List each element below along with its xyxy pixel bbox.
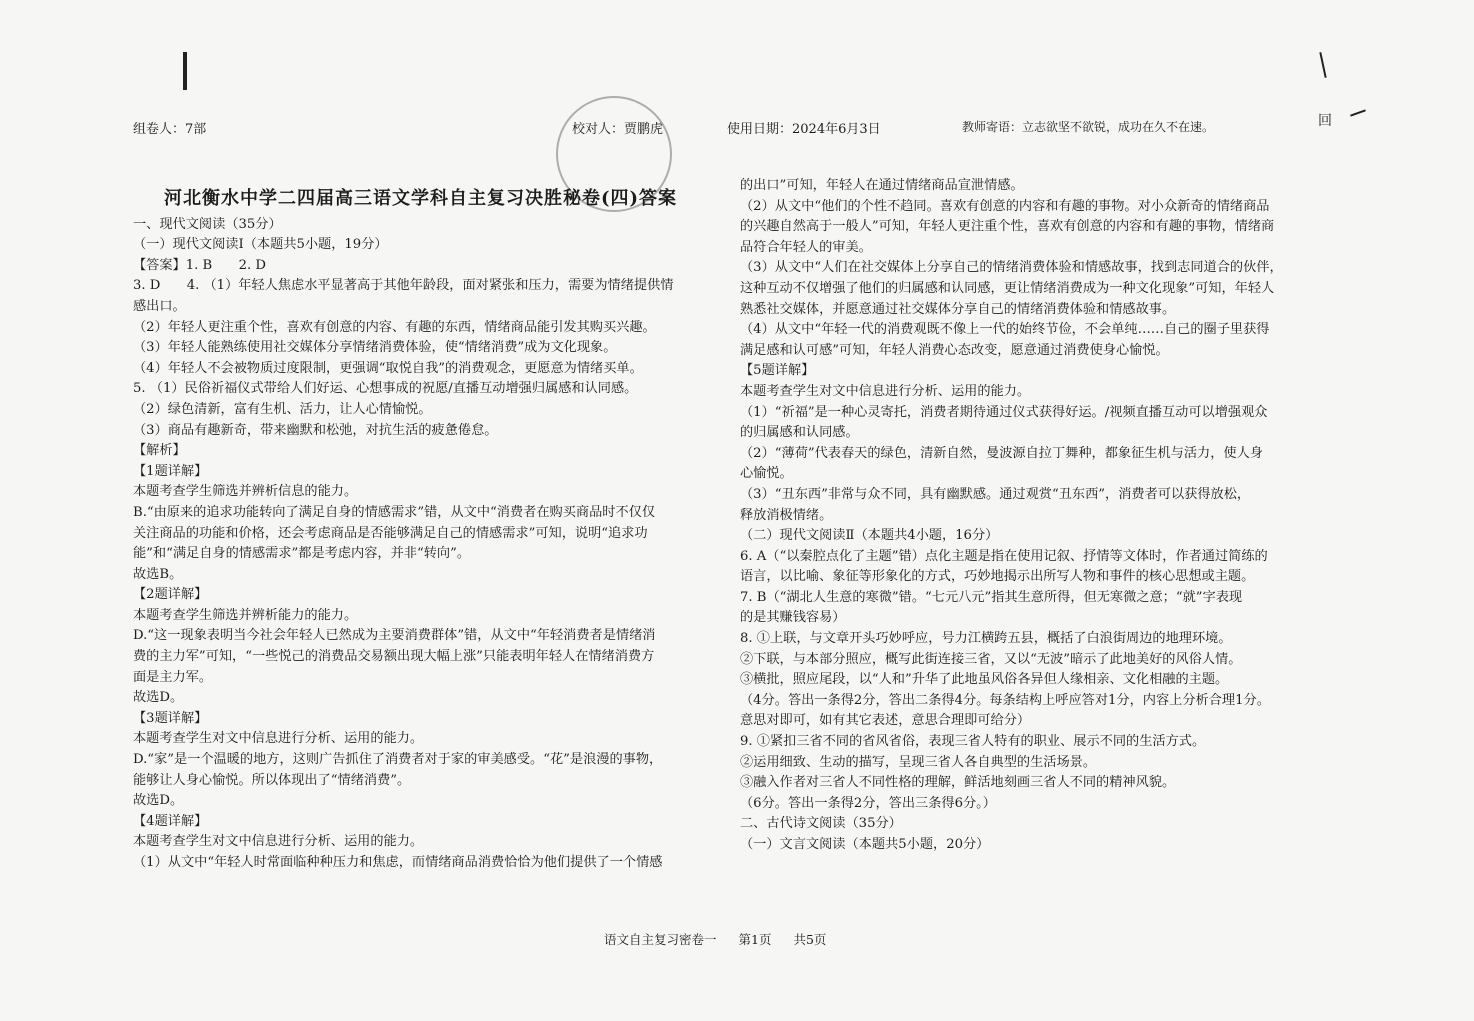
answer-line: 的是其赚钱容易）: [740, 610, 846, 626]
answer-line: 意思对即可，如有其它表述，意思合理即可给分）: [740, 713, 1031, 729]
answer-line: （2）“薄荷”代表春天的绿色，清新自然，曼波源自拉丁舞种，都象征生机与活力，使人身: [740, 445, 1263, 461]
answer-line: 7. B（“湖北人生意的寒微”错。“七元八元”指其生意所得，但无寒微之意；“就”字表现: [740, 589, 1243, 605]
answer-line: 熟悉社交媒体，并愿意通过社交媒体分享自己的情绪消费体验和情感故事。: [740, 301, 1176, 317]
answer-line: （6分。答出一条得2分，答出三条得6分。）: [740, 795, 996, 811]
answer-line: 【解析】: [133, 443, 186, 459]
answer-line: （2）从文中“他们的个性不趋同。喜欢有创意的内容和有趣的事物。对小众新奇的情绪商品: [740, 198, 1270, 214]
left-column: [133, 148, 708, 874]
answer-line: （3）商品有趣新奇，带来幽默和松弛，对抗生活的疲惫倦怠。: [133, 422, 498, 438]
answer-line: 【4题详解】: [133, 813, 208, 829]
answer-line: 本题考查学生对文中信息进行分析、运用的能力。: [133, 731, 424, 747]
footer-total: 共5页: [793, 932, 827, 947]
compiler-label: 组卷人：7部: [133, 122, 207, 137]
answer-line: 能”和“满足自身的情感需求”都是考虑内容，并非“转向”。: [133, 546, 471, 562]
answer-line: 9. ①紧扣三省不同的省风省俗，表现三省人特有的职业、展示不同的生活方式。: [740, 734, 1206, 750]
answer-line: （一）现代文阅读Ⅰ（本题共5小题，19分）: [133, 237, 388, 253]
answer-line: （2）年轻人更注重个性，喜欢有创意的内容、有趣的东西，情绪商品能引发其购买兴趣。: [133, 319, 656, 335]
answer-line: 本题考查学生筛选并辨析信息的能力。: [133, 484, 358, 500]
answer-line: （二）现代文阅读Ⅱ（本题共4小题，16分）: [740, 528, 999, 544]
left-answer-text: [133, 215, 708, 874]
footer-subject: 语文自主复习密卷一: [604, 932, 717, 947]
answer-line: 费的主力军”可知，“一些悦己的消费品交易额出现大幅上涨”只能表明年轻人在情绪消费方: [133, 649, 655, 665]
answer-line: 感出口。: [133, 298, 186, 314]
scan-mark: [1319, 52, 1326, 78]
answer-line: （1）从文中“年轻人时常面临种种压力和焦虑，而情绪商品消费恰恰为他们提供了一个情感: [133, 855, 663, 870]
answer-line: ③融入作者对三省人不同性格的理解，鲜活地刻画三省人不同的精神风貌。: [740, 775, 1176, 791]
scan-mark: [183, 52, 187, 90]
answer-line: 满足感和认可感”可知，年轻人消费心态改变，愿意通过消费使身心愉悦。: [740, 342, 1169, 358]
proofreader-label: 校对人：贾鹏虎: [572, 122, 664, 137]
answer-line: 故选D。: [133, 793, 184, 809]
footer-page: 第1页: [738, 932, 772, 947]
answer-line: （3）从文中“人们在社交媒体上分享自己的情绪消费体验和情感故事，找到志同道合的伙伴，: [740, 260, 1283, 276]
answer-line: 6. A（“以秦腔点化了主题”错）点化主题是指在使用记叙、抒情等文体时，作者通过简练的: [740, 548, 1268, 564]
answer-line: 面是主力军。: [133, 669, 213, 685]
answer-line: D.“家”是一个温暖的地方，这则广告抓住了消费者对于家的审美感受。“花”是浪漫的事物，: [133, 752, 663, 768]
right-answer-text: [740, 176, 1312, 856]
answer-line: （1）“祈福”是一种心灵寄托，消费者期待通过仪式获得好运。/视频直播互动可以增强观众: [740, 404, 1268, 420]
answer-line: （3）“丑东西”非常与众不同，具有幽默感。通过观赏“丑东西”，消费者可以获得放松，: [740, 486, 1251, 502]
answer-line: 【5题详解】: [740, 363, 815, 379]
answer-line: 3. D 4. （1）年轻人焦虑水平显著高于其他年龄段，面对紧张和压力，需要为情绪提供情: [133, 278, 674, 294]
margin-note: 回: [1318, 113, 1332, 129]
answer-line: 【2题详解】: [133, 587, 208, 603]
answer-line: 故选B。: [133, 566, 183, 582]
answer-line: 的兴趣自然高于一般人”可知，年轻人更注重个性，喜欢有创意的内容和有趣的事物，情绪商: [740, 219, 1275, 235]
answer-line: ③横批，照应尾段，以“人和”升华了此地虽风俗各异但人缘相亲、文化相融的主题。: [740, 672, 1229, 688]
answer-line: 心愉悦。: [740, 466, 793, 482]
teacher-motto: 教师寄语：立志欲坚不欲锐，成功在久不在速。: [962, 120, 1215, 134]
answer-line: （2）绿色清新，富有生机、活力，让人心情愉悦。: [133, 401, 432, 417]
answer-line: （4）年轻人不会被物质过度限制，更强调“取悦自我”的消费观念，更愿意为情绪买单。: [133, 360, 643, 376]
answer-line: 这种互动不仅增强了他们的归属感和认同感，更让情绪消费成为一种文化现象”可知，年轻人: [740, 280, 1275, 296]
answer-line: （3）年轻人能熟练使用社交媒体分享情绪消费体验，使“情绪消费”成为文化现象。: [133, 340, 617, 356]
answer-line: 关注商品的功能和价格，还会考虑商品是否能够满足自己的情感需求”可知，说明“追求功: [133, 525, 648, 541]
answer-line: 能够让人身心愉悦。所以体现出了“情绪消费”。: [133, 772, 411, 788]
answer-line: D.“这一现象表明当今社会年轻人已然成为主要消费群体”错，从文中“年轻消费者是情绪消: [133, 628, 656, 644]
answer-line: 一、现代文阅读（35分）: [133, 216, 282, 232]
answer-line: 5. （1）民俗祈福仪式带给人们好运、心想事成的祝愿/直播互动增强归属感和认同感。: [133, 381, 638, 397]
answer-line: 品符合年轻人的审美。: [740, 239, 872, 255]
answer-line: 8. ①上联，与文章开头巧妙呼应，号力江横跨五县，概括了白浪街周边的地理环境。: [740, 631, 1232, 647]
answer-line: 二、古代诗文阅读（35分）: [740, 816, 902, 832]
answer-line: 故选D。: [133, 690, 184, 706]
usage-date: 使用日期：2024年6月3日: [727, 122, 881, 137]
answer-line: 的归属感和认同感。: [740, 425, 859, 441]
answer-line: 【3题详解】: [133, 710, 208, 726]
page-title: 河北衡水中学二四届高三语文学科自主复习决胜秘卷(四)答案: [163, 188, 678, 209]
right-column: [740, 176, 1312, 856]
answer-line: （4分。答出一条得2分，答出二条得4分。每条结构上呼应答对1分，内容上分析合理1分。: [740, 692, 1270, 708]
answer-line: 本题考查学生对文中信息进行分析、运用的能力。: [740, 383, 1031, 399]
answer-line: ②运用细致、生动的描写，呈现三省人各自典型的生活场景。: [740, 754, 1097, 770]
answer-line: 语言，以比喻、象征等形象化的方式，巧妙地揭示出所写人物和事件的核心思想或主题。: [740, 569, 1255, 585]
scan-mark: [1350, 109, 1366, 116]
answer-line: （一）文言文阅读（本题共5小题，20分）: [740, 837, 990, 852]
answer-line: B.“由原来的追求功能转向了满足自身的情感需求”错，从文中“消费者在购买商品时不仅仅: [133, 504, 656, 520]
answer-line: 本题考查学生筛选并辨析能力的能力。: [133, 607, 358, 623]
answer-line: 本题考查学生对文中信息进行分析、运用的能力。: [133, 834, 424, 850]
answer-line: 【答案】1. B 2. D: [133, 257, 266, 273]
page-footer: [604, 930, 826, 948]
answer-line: ②下联，与本部分照应，概写此街连接三省，又以“无波”暗示了此地美好的风俗人情。: [740, 651, 1242, 667]
answer-line: 的出口”可知，年轻人在通过情绪商品宣泄情感。: [740, 178, 1024, 193]
answer-line: 释放消极情绪。: [740, 507, 833, 523]
answer-line: （4）从文中“年轻一代的消费观既不像上一代的始终节俭，不会单纯……自己的圈子里获得: [740, 322, 1270, 338]
answer-line: 【1题详解】: [133, 463, 208, 479]
